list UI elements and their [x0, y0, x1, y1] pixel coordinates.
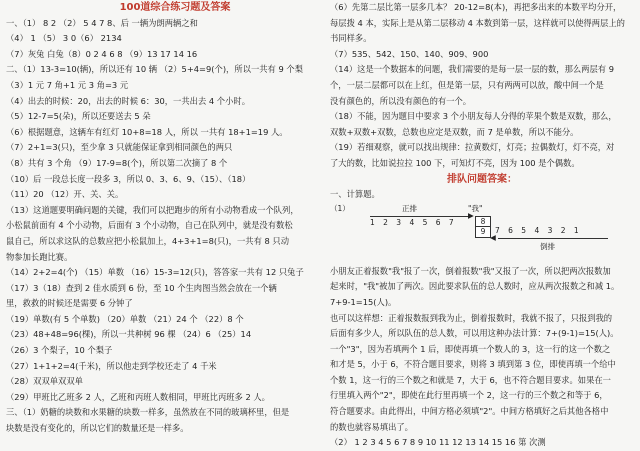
right-top-line-5: （14）这是一个数据本的问题，我们需要的是每一层一层的数，那么两层有 9: [330, 64, 614, 75]
left-line-3: （7）灰兔 白兔（8）0 2 4 6 8 （9）13 17 14 16: [6, 48, 198, 59]
right-top-line-9: 双数+双数+双数，总数也应定是双数，而 7 是单数，所以不能分。: [330, 126, 579, 137]
left-line-20: （19）单数(有 5 个单数) （20）单数 （21）24 个 （22）8 个: [6, 313, 244, 324]
diagram-item-number: （1）: [330, 203, 350, 213]
front-arrow-line: [370, 216, 470, 217]
right-bottom-line-8: 个数 1，这一行的三个数之和就是 7，大于 6，也不符合题目要求。如果在一: [330, 374, 611, 385]
right-top-line-11: 了大的数，比如说拉拉 100 下，可知灯不亮，因为 100 是个偶数。: [330, 157, 580, 168]
right-bottom-line-9: 行里填入两个"2"，即使在此行里再填一个 2，这一行的三个数之和等于 6，: [330, 390, 608, 401]
left-line-22: （26）3 个梨子，10 个梨子: [6, 345, 113, 356]
right-bottom-line-2: 起来时，"我"被加了两次。因此要求队伍的总人数时，应从两次报数之和减 1。: [330, 281, 620, 292]
left-line-19: 里，救救的时候还是需要 6 分钟了: [6, 298, 133, 309]
right-top-line-1: （6）先第二层比第一层多几本？ 20-12=8(本)，再把多出来的本数平均分开，: [330, 2, 622, 12]
right-column: [330, 0, 634, 451]
right-bottom-line-12: （2） 1 2 3 4 5 6 7 8 9 10 11 12 13 14 15 16 第 次测: [330, 437, 546, 448]
right-bottom-line-1: 小朋友正着报数"我"报了一次，倒着报数"我"又报了一次，所以把两次报数加: [330, 265, 611, 276]
left-line-25: （29）甲班比乙班多 2 人，乙班和丙班人数相同，甲班比丙班多 2 人。: [6, 391, 270, 402]
back-arrow-line: [498, 238, 608, 239]
right-bottom-line-10: 符合题要求。由此得出，中间方格必须填"2"。中间方格填好之后其他各格中: [330, 406, 609, 417]
left-line-13: （13）这道题要明确问题的关键，我们可以把跑步的所有小动物看成一个队列，: [6, 204, 299, 215]
right-top-line-2: 每层拨 4 本，实际上是从第二层移动 4 本数到第一层，这样就可以使得两层上的: [330, 17, 625, 28]
left-line-7: （5）12-7=5(朵)，所以还要送去 5 朵: [6, 111, 151, 122]
queue-section-head: 一、计算题。: [330, 189, 380, 200]
right-lines-top: [330, 0, 634, 172]
right-bottom-line-3: 7+9-1=15(人)。: [330, 296, 397, 307]
back-arrow-head-icon: ◀: [490, 232, 496, 242]
left-column: [6, 0, 324, 437]
right-top-line-10: （19）若细观察，就可以找出规律：拉黄数灯，灯亮；拉偶数灯，灯不亮，对: [330, 142, 615, 153]
right-top-line-7: 没有颜色的，所以没有颜色的有一个。: [330, 95, 472, 106]
front-arrow-head-icon: ▶: [468, 210, 474, 220]
front-numbers: 1 2 3 4 5 6 7: [370, 217, 457, 227]
left-line-17: （14）2+2=4(个) （15）单数 （16）15-3=12(只)，答答家一共有 12 只兔子: [6, 267, 304, 278]
left-line-9: （7）2+1=3(只)，至少拿 3 只就能保证拿到相同颜色的两只: [6, 142, 233, 153]
right-bottom-line-5: 后面有多少人，所以队伍的总人数，可以用这种办法计算：7+(9-1)=15(人)。: [330, 328, 619, 339]
diagram-label-me: "我": [468, 203, 483, 213]
diagram-box-top: 8: [475, 216, 491, 228]
left-line-4: 二、（1）13-3=10(辆)，所以还有 10 辆 （2）5+4=9(个)，所以一共有 9 个梨: [6, 64, 303, 75]
left-line-10: （8）共有 3 个角 （9）17-9=8(个)，所以第二次摘了 8 个: [6, 157, 228, 168]
right-top-line-8: （18）不能，因为题目中要求 3 个小朋友每人分得的苹果个数是双数，那么，: [330, 111, 617, 122]
right-top-line-3: 书同样多。: [330, 33, 372, 44]
left-line-1: 一、（1） 8 2 （2） 5 4 7 8、后 一辆为朗两辆之和: [6, 17, 198, 28]
diagram-label-front: 正排: [402, 203, 417, 213]
diagram-label-back: 倒排: [540, 241, 555, 251]
left-line-27: 块数是没有变化的，所以它们的数量还是一样多。: [6, 423, 189, 434]
left-line-15: 鼠自己，所以求这队的总数应把小松鼠加上，4+3+1=8(只)，一共有 8 只动: [6, 235, 290, 246]
left-line-5: （3）1 元 7 角+1 元 3 角=3 元: [6, 79, 129, 90]
queue-diagram: [330, 203, 634, 262]
left-line-21: （23）48+48=96(棵)，所以一共种树 96 棵 （24）6 （25）14: [6, 329, 252, 340]
back-numbers: 7 6 5 4 3 2 1: [495, 225, 582, 235]
diagram-box-bottom: 9: [475, 226, 491, 238]
left-line-6: （4）出去的时候：20，出去的时候 6：30，一共出去 4 个小时。: [6, 95, 250, 106]
queue-section-title: 排队问题答案：: [447, 173, 517, 185]
left-line-23: （27）1+1+2=4(千米)，所以他走到学校还走了 4 千米: [6, 360, 217, 371]
right-bottom-line-6: 一个"3"，因为若填两个 1 后，即使再填一个数人的 3，这一行的这一个数之: [330, 343, 611, 354]
right-lines-bottom: [330, 264, 634, 451]
left-line-16: 物参加长跑比赛。: [6, 251, 73, 262]
right-bottom-line-7: 和才是 5，小于 6，不符合题目要求，则将 3 填到第 3 位，即使再填一个给中: [330, 359, 616, 370]
left-line-24: （28）双双单双双单: [6, 376, 83, 387]
left-line-12: （11）20 （12）开、关、关。: [6, 189, 124, 200]
left-line-8: （6）根据题意，这辆车有红灯 10+8=18 人，所以 一共有 18+1=19 人。: [6, 126, 288, 137]
right-bottom-line-11: 的数也就容易填出了。: [330, 421, 413, 432]
left-line-14: 小松鼠前面有 4 个小动物，后面有 3 个小动物，自己在队列中，就是没有数松: [6, 220, 293, 231]
left-line-18: （17）3（18）查到 2 佳水质到 6 份，至 10 个生肉图当然会放在一个辆: [6, 282, 277, 293]
right-top-line-6: 个，一层二层都可以在上红，但是第一层，只有两两可以放，酸中间一个是: [330, 79, 604, 90]
left-lines: [6, 16, 324, 437]
left-line-26: 三、（1）奶糖的块数和水果糖的块数一样多，虽然放在不同的玻璃杯里，但是: [6, 407, 290, 418]
left-line-11: （10）后 一段总长度一段多 3，所以 0、3、6、9、（15）、（18）: [6, 173, 251, 184]
right-top-line-4: （7）535、542、150、140、909、900: [330, 48, 489, 59]
right-bottom-line-4: 也可以这样想：正着报数报到我为止，倒着报数时，我就不报了，只报到我的: [330, 312, 613, 323]
left-title: 100道综合练习题及答案: [119, 2, 231, 13]
left-line-2: （4） 1 （5） 3 0（6） 2134: [6, 33, 122, 44]
